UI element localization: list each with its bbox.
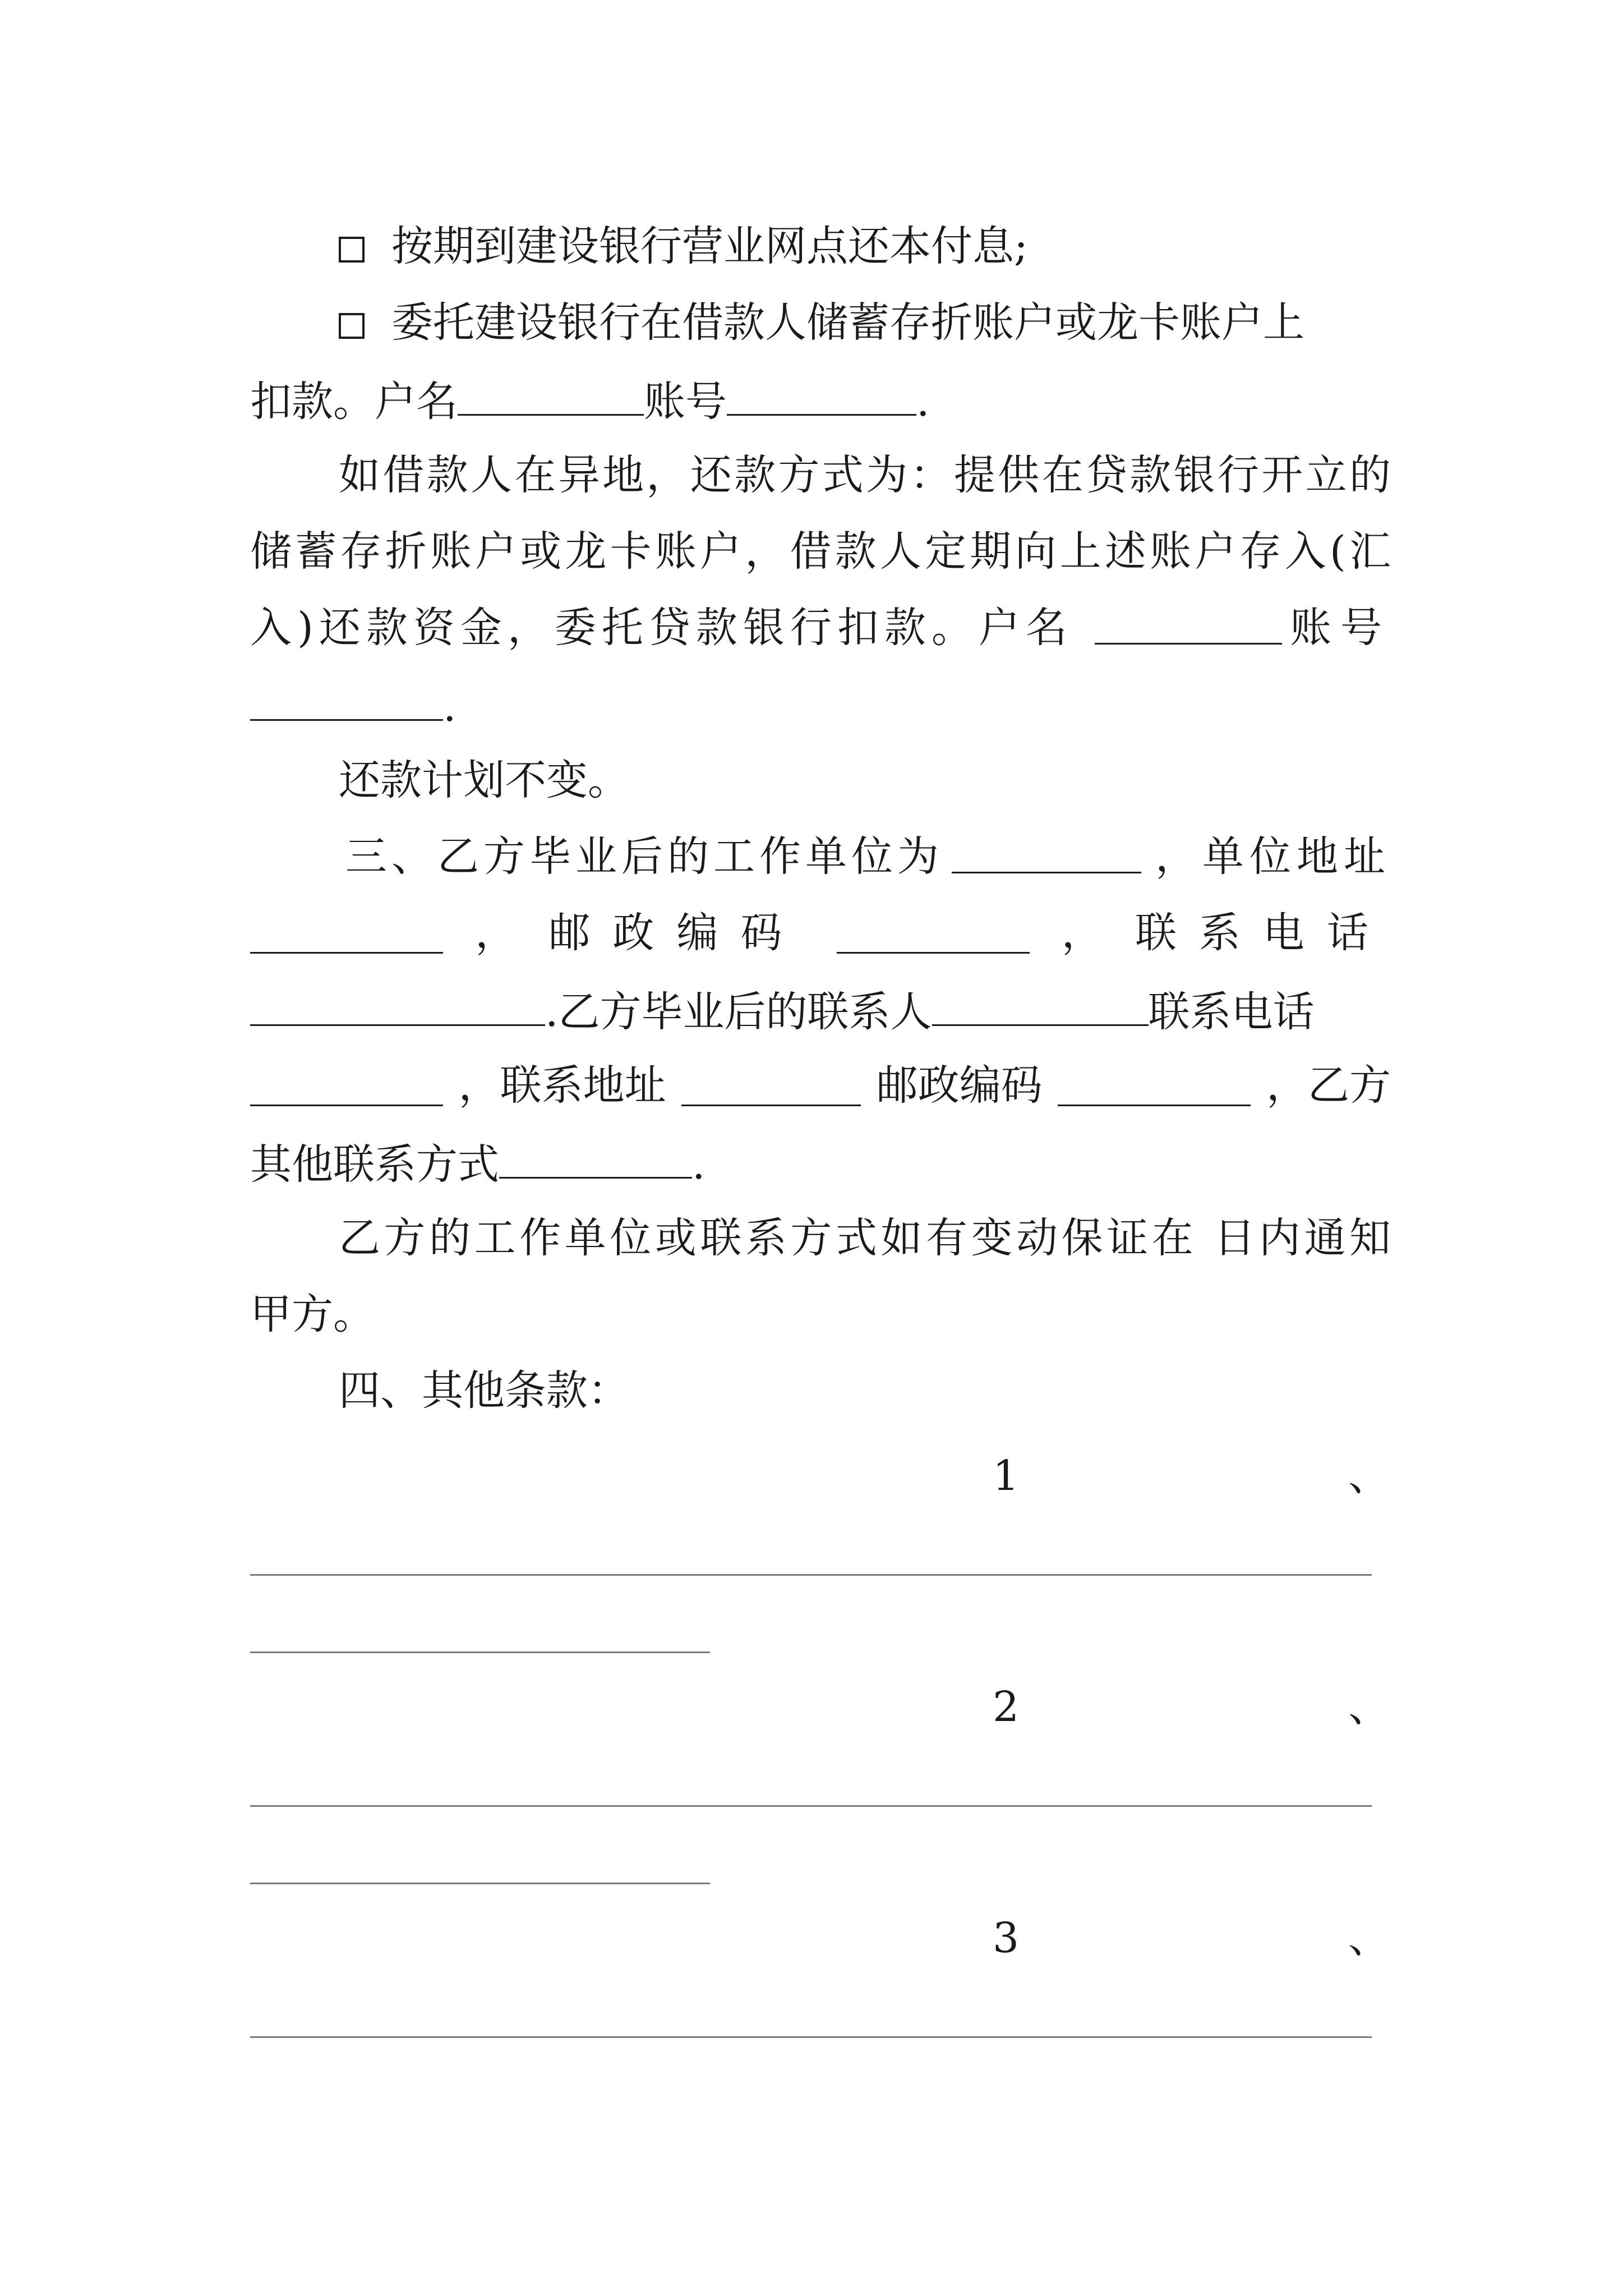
contact-postcode-field[interactable]: [1058, 1069, 1251, 1106]
period: .: [916, 378, 930, 426]
clause-separator: 、: [1348, 1914, 1390, 1962]
comma: ，: [1061, 909, 1103, 957]
contact-postcode-label: 邮政编码: [876, 1061, 1043, 1110]
paragraph-remote-line2: 储蓄存折账户或龙卡账户，借款人定期向上述账户存入(汇: [250, 527, 1391, 576]
change-notice-line1: 乙方的工作单位或联系方式如有变动保证在 日内通知: [339, 1214, 1391, 1262]
change-notice-line2: 甲方。: [250, 1290, 375, 1338]
clause-number: 3: [993, 1914, 1020, 1962]
section-three-line3: [250, 988, 1315, 1036]
other-contact-label-start: ，乙方: [1266, 1061, 1391, 1110]
other-contact-field[interactable]: [499, 1141, 692, 1179]
clause-fill-line[interactable]: [250, 1651, 710, 1653]
remote-account-text: 入)还款资金，委托贷款银行扣款。户名: [250, 604, 1073, 652]
clause-fill-line[interactable]: [250, 2036, 1372, 2038]
clause-fill-line[interactable]: [250, 1574, 1372, 1576]
section-four-title: 四、其他条款：: [339, 1366, 629, 1415]
period: .: [443, 683, 457, 731]
contact-address-field[interactable]: [681, 1069, 861, 1106]
postcode-field[interactable]: [837, 916, 1030, 954]
checkbox-branch-repay[interactable]: [339, 237, 365, 263]
repay-plan-unchanged: 还款计划不变。: [339, 756, 629, 804]
clause-separator: 、: [1348, 1452, 1390, 1500]
remote-account-name-field[interactable]: [1095, 607, 1282, 645]
auto-debit-account-line: [250, 378, 930, 426]
contact-phone-label: 联系电话: [1148, 988, 1315, 1036]
section-three-line5: [250, 1140, 706, 1189]
postcode-label: 邮政编码: [548, 909, 805, 957]
clause-fill-line[interactable]: [250, 1805, 1372, 1807]
remote-account-number-label: 账号: [1290, 604, 1391, 652]
account-number-field[interactable]: [727, 378, 916, 416]
paragraph-remote-line1: 如借款人在异地，还款方式为：提供在贷款银行开立的: [339, 451, 1391, 499]
work-unit-label: 三、乙方毕业后的工作单位为: [345, 832, 943, 881]
option-branch-repay: [339, 222, 1028, 270]
period: .: [692, 1140, 706, 1189]
option-auto-debit-text: 委托建设银行在借款人储蓄存折账户或龙卡账户上: [391, 298, 1304, 347]
work-address-label: ，单位地址: [1155, 832, 1391, 881]
work-address-field[interactable]: [250, 916, 443, 954]
clause-separator: 、: [1348, 1683, 1390, 1731]
clause-fill-line[interactable]: [250, 1883, 710, 1884]
section-three-line4: [250, 1061, 1391, 1110]
option-branch-repay-text: 按期到建设银行营业网点还本付息;: [391, 222, 1028, 270]
paragraph-remote-line3: [250, 604, 1391, 652]
option-auto-debit: [339, 298, 1304, 347]
work-unit-field[interactable]: [952, 836, 1141, 873]
contact-address-label: ，联系地址: [458, 1061, 666, 1110]
phone-field[interactable]: [250, 988, 545, 1026]
contact-person-label: .乙方毕业后的联系人: [545, 988, 932, 1036]
checkbox-auto-debit[interactable]: [339, 313, 365, 339]
phone-label: 联系电话: [1135, 909, 1391, 957]
section-three-line1: [345, 832, 1391, 881]
clause-number: 1: [993, 1452, 1020, 1500]
account-name-field[interactable]: [458, 378, 644, 416]
account-name-label: 扣款。户名: [250, 378, 458, 426]
remote-account-number-field[interactable]: [250, 683, 443, 721]
comma: ，: [475, 909, 517, 957]
other-contact-label: 其他联系方式: [250, 1140, 499, 1189]
account-number-label: 账号: [644, 378, 727, 426]
section-three-line2: [250, 909, 1391, 957]
contact-person-field[interactable]: [932, 988, 1149, 1026]
contact-phone-field[interactable]: [250, 1069, 443, 1106]
remote-account-number-line: [250, 683, 457, 731]
clause-number: 2: [993, 1683, 1020, 1731]
